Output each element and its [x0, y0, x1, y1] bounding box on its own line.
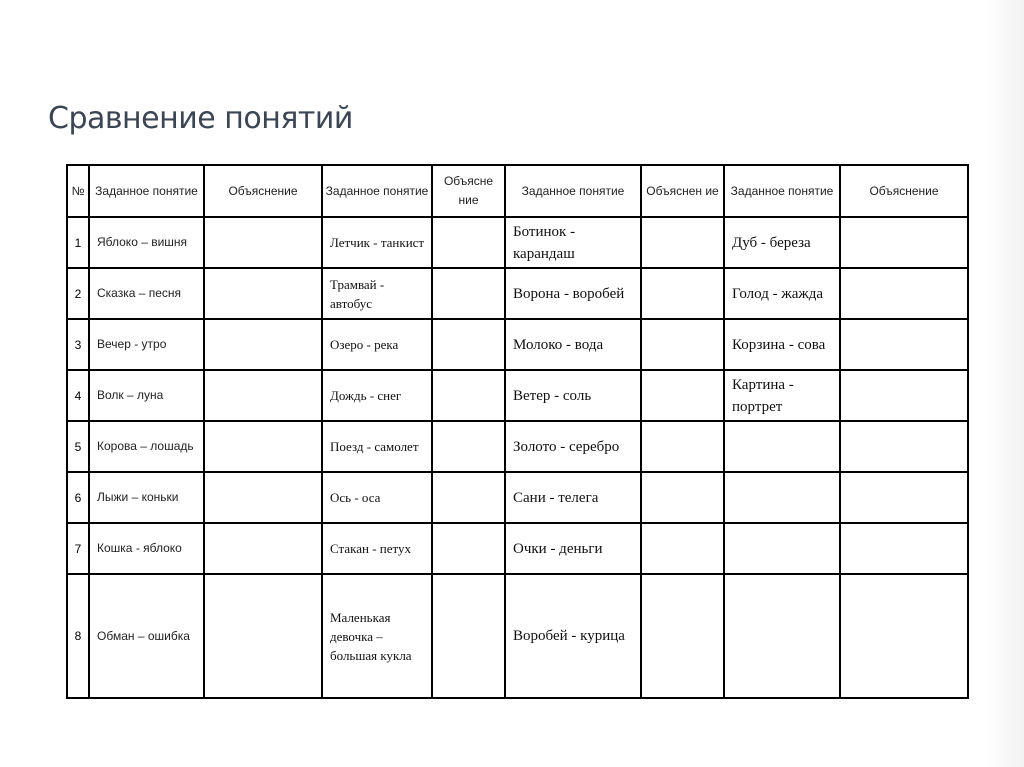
explanation-2-cell[interactable]	[432, 319, 505, 370]
explanation-1-cell[interactable]	[204, 472, 322, 523]
table-row	[67, 268, 968, 319]
concept-3: Золото - серебро	[505, 421, 641, 472]
explanation-4-cell[interactable]	[840, 370, 968, 421]
explanation-3-cell[interactable]	[641, 421, 724, 472]
concept-4: Корзина - сова	[724, 319, 840, 370]
explanation-1-cell[interactable]	[204, 523, 322, 574]
concept-1: Кошка - яблоко	[89, 523, 204, 574]
row-number: 3	[67, 319, 89, 370]
explanation-3-cell[interactable]	[641, 472, 724, 523]
explanation-1-cell[interactable]	[204, 370, 322, 421]
concept-4	[724, 472, 840, 523]
concept-2: Трамвай - автобус	[322, 268, 432, 319]
row-number: 4	[67, 370, 89, 421]
explanation-3-cell[interactable]	[641, 523, 724, 574]
explanation-2-cell[interactable]	[432, 574, 505, 698]
concept-2: Ось - оса	[322, 472, 432, 523]
header-explanation-2: Объясне ние	[432, 165, 505, 217]
concept-2: Озеро - река	[322, 319, 432, 370]
explanation-3-cell[interactable]	[641, 574, 724, 698]
explanation-3-cell[interactable]	[641, 217, 724, 268]
comparison-table	[66, 164, 969, 699]
concept-4	[724, 574, 840, 698]
concept-4	[724, 421, 840, 472]
table-row	[67, 472, 968, 523]
concept-1: Вечер - утро	[89, 319, 204, 370]
table-row	[67, 217, 968, 268]
concept-1: Корова – лошадь	[89, 421, 204, 472]
table-row	[67, 370, 968, 421]
header-concept-4: Заданное понятие	[724, 165, 840, 217]
table-row	[67, 523, 968, 574]
header-number: №	[67, 165, 89, 217]
row-number: 5	[67, 421, 89, 472]
concept-3: Очки - деньги	[505, 523, 641, 574]
explanation-1-cell[interactable]	[204, 319, 322, 370]
explanation-4-cell[interactable]	[840, 217, 968, 268]
concept-3: Сани - телега	[505, 472, 641, 523]
concept-2: Летчик - танкист	[322, 217, 432, 268]
header-explanation-3: Объяснен ие	[641, 165, 724, 217]
explanation-4-cell[interactable]	[840, 574, 968, 698]
header-explanation-4: Объяснение	[840, 165, 968, 217]
concept-1: Лыжи – коньки	[89, 472, 204, 523]
explanation-4-cell[interactable]	[840, 421, 968, 472]
concept-4	[724, 523, 840, 574]
explanation-4-cell[interactable]	[840, 523, 968, 574]
explanation-4-cell[interactable]	[840, 268, 968, 319]
concept-3: Ворона - воробей	[505, 268, 641, 319]
concept-3: Ботинок - карандаш	[505, 217, 641, 268]
concept-1: Волк – луна	[89, 370, 204, 421]
concept-4: Голод - жажда	[724, 268, 840, 319]
concept-3: Воробей - курица	[505, 574, 641, 698]
explanation-3-cell[interactable]	[641, 370, 724, 421]
concept-1: Сказка – песня	[89, 268, 204, 319]
concept-2: Дождь - снег	[322, 370, 432, 421]
explanation-2-cell[interactable]	[432, 268, 505, 319]
concept-2: Маленькая девочка – большая кукла	[322, 574, 432, 698]
table-row	[67, 319, 968, 370]
explanation-3-cell[interactable]	[641, 268, 724, 319]
concept-2: Стакан - петух	[322, 523, 432, 574]
row-number: 2	[67, 268, 89, 319]
explanation-4-cell[interactable]	[840, 319, 968, 370]
slide-title: Сравнение понятий	[48, 101, 353, 136]
row-number: 7	[67, 523, 89, 574]
concept-3: Ветер - соль	[505, 370, 641, 421]
explanation-2-cell[interactable]	[432, 472, 505, 523]
header-explanation-1: Объяснение	[204, 165, 322, 217]
explanation-4-cell[interactable]	[840, 472, 968, 523]
row-number: 6	[67, 472, 89, 523]
table-row	[67, 574, 968, 698]
concept-3: Молоко - вода	[505, 319, 641, 370]
header-concept-3: Заданное понятие	[505, 165, 641, 217]
table-header-row	[67, 165, 968, 217]
row-number: 8	[67, 574, 89, 698]
explanation-2-cell[interactable]	[432, 217, 505, 268]
header-concept-2: Заданное понятие	[322, 165, 432, 217]
explanation-1-cell[interactable]	[204, 574, 322, 698]
table-row	[67, 421, 968, 472]
concept-1: Обман – ошибка	[89, 574, 204, 698]
row-number: 1	[67, 217, 89, 268]
explanation-3-cell[interactable]	[641, 319, 724, 370]
concept-4: Картина - портрет	[724, 370, 840, 421]
concept-4: Дуб - береза	[724, 217, 840, 268]
explanation-2-cell[interactable]	[432, 523, 505, 574]
slide-edge-shadow	[984, 0, 1024, 767]
explanation-1-cell[interactable]	[204, 421, 322, 472]
explanation-2-cell[interactable]	[432, 370, 505, 421]
explanation-1-cell[interactable]	[204, 217, 322, 268]
header-concept-1: Заданное понятие	[89, 165, 204, 217]
explanation-2-cell[interactable]	[432, 421, 505, 472]
concept-1: Яблоко – вишня	[89, 217, 204, 268]
concept-2: Поезд - самолет	[322, 421, 432, 472]
explanation-1-cell[interactable]	[204, 268, 322, 319]
